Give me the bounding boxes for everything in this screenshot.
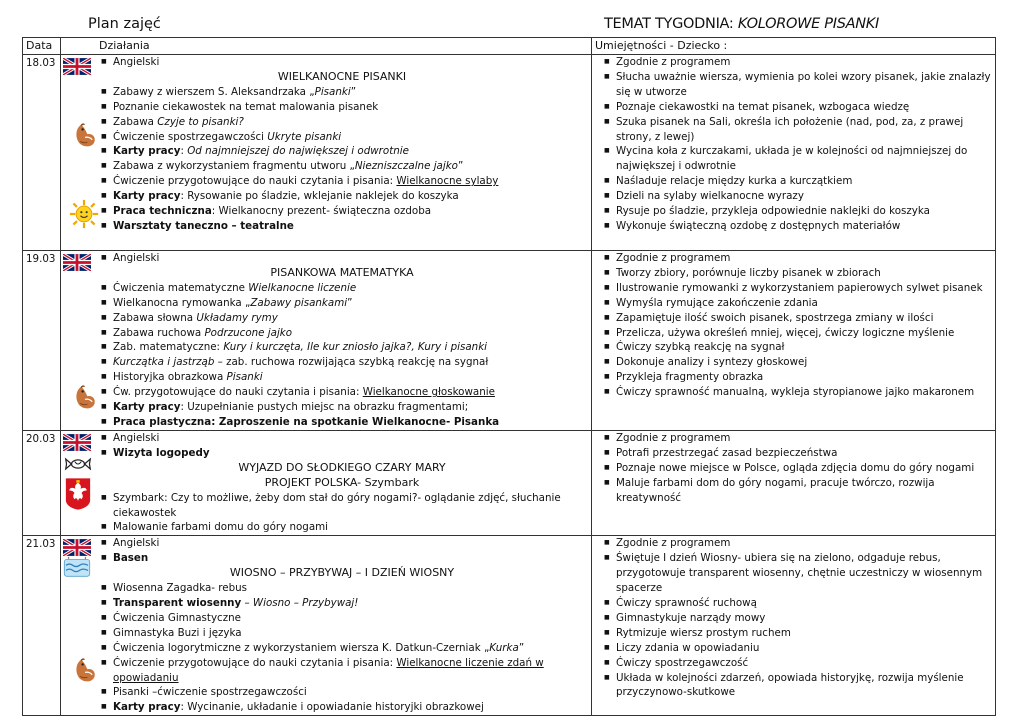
list-item: ■ Tworzy zbiory, porównuje liczby pisanek w zbiorach (598, 266, 993, 281)
list-item: ■ Basen (95, 551, 589, 566)
table-row (23, 536, 996, 716)
list-item: ■ Przelicza, używa określeń mniej, więcej, ćwiczy logiczne myślenie (598, 326, 993, 341)
date-cell: 18.03 (23, 55, 61, 251)
date-column-header: Data (23, 38, 61, 55)
list-item: ■ Ilustrowanie rymowanki z wykorzystaniem papierowych sylwet pisanek (598, 281, 993, 296)
list-item: ■ Karty pracy: Rysowanie po śladzie, wklejanie naklejek do koszyka (95, 189, 589, 204)
section-title: WIELKANOCNE PISANKI (277, 69, 407, 83)
list-item: ■ Zapamiętuje ilość swoich pisanek, spostrzega zmiany w ilości (598, 311, 993, 326)
section-title: PISANKOWA MATEMATYKA (270, 265, 414, 279)
list-item: ■ Ćw. przygotowujące do nauki czytania i pisania: Wielkanocne głoskowanie (95, 385, 589, 400)
list-item: ■ Angielski (95, 251, 589, 266)
week-theme-name: KOLOROWE PISANKI (737, 16, 879, 32)
list-item: ■ Ćwiczy sprawność manualną, wykleja styropianowe jajko makaronem (598, 385, 993, 400)
list-item: ■ Kurczątka i jastrząb – zab. ruchowa rozwijająca szybką reakcję na sygnał (95, 355, 589, 370)
list-item: ■ Ćwiczenia logorytmiczne z wykorzystaniem wiersza K. Datkun-Czerniak „Kurka” (95, 641, 589, 656)
uk-flag-icon (63, 434, 91, 451)
list-item: ■ Rysuje po śladzie, przykleja odpowiednie naklejki do koszyka (598, 204, 993, 219)
table-row (23, 251, 996, 431)
list-item: ■ Gimnastykuje narządy mowy (598, 611, 993, 626)
uk-flag-icon (63, 254, 91, 271)
list-item: ■ Karty pracy: Od najmniejszej do największej i odwrotnie (95, 144, 589, 159)
list-item: ■ Poznanie ciekawostek na temat malowania pisanek (95, 100, 589, 115)
list-item: ■ Zgodnie z programem (598, 431, 993, 446)
activities-cell (61, 431, 592, 536)
list-item: ■ Ćwiczy spostrzegawczość (598, 656, 993, 671)
list-item: ■ Historyjka obrazkowa Pisanki (95, 370, 589, 385)
list-item: ■ Zgodnie z programem (598, 251, 993, 266)
list-item: ■ Transparent wiosenny – Wiosno – Przybywaj! (95, 596, 589, 611)
skills-cell (592, 536, 996, 716)
list-item: ■ Słucha uważnie wiersza, wymienia po kolei wzory pisanek, jakie znalazły się w utworze (598, 70, 993, 100)
skills-cell (592, 55, 996, 251)
list-item: ■ Zgodnie z programem (598, 536, 993, 551)
list-item: ■ Malowanie farbami domu do góry nogami (95, 520, 589, 535)
chick-icon (73, 656, 97, 684)
skills-column-header: Umiejętności - Dziecko : (592, 38, 996, 55)
list-item: ■ Angielski (95, 536, 589, 551)
activities-cell (61, 251, 592, 431)
list-item: ■ Dokonuje analizy i syntezy głoskowej (598, 355, 993, 370)
list-item: ■ Zabawa ruchowa Podrzucone jajko (95, 326, 589, 341)
weekly-plan-table (22, 37, 996, 716)
table-row (23, 55, 996, 251)
list-item: ■ Ćwiczenie spostrzegawczości Ukryte pisanki (95, 130, 589, 145)
list-item: ■ Poznaje nowe miejsce w Polsce, ogląda zdjęcia domu do góry nogami (598, 461, 993, 476)
candy-icon (63, 455, 93, 473)
list-item: ■ Zabawa Czyje to pisanki? (95, 115, 589, 130)
section-subtitle: PROJEKT POLSKA- Szymbark (264, 475, 420, 489)
list-item: ■ Angielski (95, 55, 589, 70)
list-item: ■ Szuka pisanek na Sali, określa ich położenie (nad, pod, za, z prawej strony, z lewej) (598, 115, 993, 145)
list-item: ■ Naśladuje relacje między kurka a kurczątkiem (598, 174, 993, 189)
list-item: ■ Ćwiczenia matematyczne Wielkanocne liczenie (95, 281, 589, 296)
list-item: ■ Wymyśla rymujące zakończenie zdania (598, 296, 993, 311)
list-item: ■ Wizyta logopedy (95, 446, 589, 461)
chick-icon (73, 383, 97, 411)
list-item: ■ Szymbark: Czy to możliwe, żeby dom stał do góry nogami?- oglądanie zdjęć, słuchanie ciekawostek (95, 491, 589, 521)
list-item: ■ Karty pracy: Wycinanie, układanie i opowiadanie historyjki obrazkowej (95, 700, 589, 715)
list-item: ■ Układa w kolejności zdarzeń, opowiada historyjkę, rozwija myślenie przyczynowo-skutkowe (598, 671, 993, 701)
list-item: ■ Angielski (95, 431, 589, 446)
list-item: ■ Liczy zdania w opowiadaniu (598, 641, 993, 656)
uk-flag-icon (63, 539, 91, 556)
list-item: ■ Poznaje ciekawostki na temat pisanek, wzbogaca wiedzę (598, 100, 993, 115)
date-cell: 21.03 (23, 536, 61, 716)
list-item: ■ Praca plastyczna: Zaproszenie na spotkanie Wielkanocne- Pisanka (95, 415, 589, 430)
date-cell: 19.03 (23, 251, 61, 431)
list-item: ■ Dzieli na sylaby wielkanocne wyrazy (598, 189, 993, 204)
list-item: ■ Zabawa słowna Układamy rymy (95, 311, 589, 326)
skills-cell (592, 431, 996, 536)
list-item: ■ Wielkanocna rymowanka „Zabawy pisankami” (95, 296, 589, 311)
list-item: ■ Ćwiczy sprawność ruchową (598, 596, 993, 611)
polish-eagle-icon (65, 477, 91, 511)
list-item: ■ Maluje farbami dom do góry nogami, pracuje twórczo, rozwija kreatywność (598, 476, 993, 506)
table-row (23, 431, 996, 536)
list-item: ■ Przykleja fragmenty obrazka (598, 370, 993, 385)
list-item: ■ Zgodnie z programem (598, 55, 993, 70)
uk-flag-icon (63, 58, 91, 75)
list-item: ■ Gimnastyka Buzi i języka (95, 626, 589, 641)
page-header (0, 16, 1024, 38)
plan-title: Plan zajęć (88, 16, 161, 32)
list-item: ■ Potrafi przestrzegać zasad bezpieczeństwa (598, 446, 993, 461)
list-item: ■ Ćwiczenie przygotowujące do nauki czytania i pisania: Wielkanocne liczenie zdań w opowiadaniu (95, 656, 589, 686)
list-item: ■ Wycina koła z kurczakami, układa je w kolejności od najmniejszej do największej i odwrotnie (598, 144, 993, 174)
section-title: WYJAZD DO SŁODKIEGO CZARY MARY (238, 460, 446, 474)
list-item: ■ Zabawa z wykorzystaniem fragmentu utworu „Niezniszczalne jajko” (95, 159, 589, 174)
pool-icon (63, 556, 91, 578)
list-item: ■ Pisanki –ćwiczenie spostrzegawczości (95, 685, 589, 700)
list-item: ■ Zab. matematyczne: Kury i kurczęta, Ile kur zniosło jajka?, Kury i pisanki (95, 340, 589, 355)
section-title: WIOSNO – PRZYBYWAJ – I DZIEŃ WIOSNY (229, 566, 455, 580)
list-item: ■ Ćwiczenie przygotowujące do nauki czytania i pisania: Wielkanocne sylaby (95, 174, 589, 189)
list-item: ■ Ćwiczy szybką reakcję na sygnał (598, 340, 993, 355)
activities-cell (61, 55, 592, 251)
list-item: ■ Ćwiczenia Gimnastyczne (95, 611, 589, 626)
table-header-row (23, 38, 996, 55)
list-item: ■ Karty pracy: Uzupełnianie pustych miejsc na obrazku fragmentami; (95, 400, 589, 415)
list-item: ■ Wiosenna Zagadka- rebus (95, 581, 589, 596)
activities-cell (61, 536, 592, 716)
list-item: ■ Świętuje I dzień Wiosny- ubiera się na zielono, odgaduje rebus, przygotowuje transparent wiosenny, chętnie uczestniczy w wiosennym spacerze (598, 551, 993, 596)
list-item: ■ Wykonuje świąteczną ozdobę z dostępnych materiałów (598, 219, 993, 234)
list-item: ■ Praca techniczna: Wielkanocny prezent- świąteczna ozdoba (95, 204, 589, 219)
list-item: ■ Zabawy z wierszem S. Aleksandrzaka „Pisanki” (95, 85, 589, 100)
list-item: ■ Warsztaty taneczno – teatralne (95, 219, 589, 234)
date-cell: 20.03 (23, 431, 61, 536)
week-theme-title: TEMAT TYGODNIA: KOLOROWE PISANKI (604, 16, 879, 32)
chick-icon (73, 121, 97, 149)
skills-cell (592, 251, 996, 431)
activities-column-header: Działania (61, 38, 592, 55)
list-item: ■ Rytmizuje wiersz prostym ruchem (598, 626, 993, 641)
